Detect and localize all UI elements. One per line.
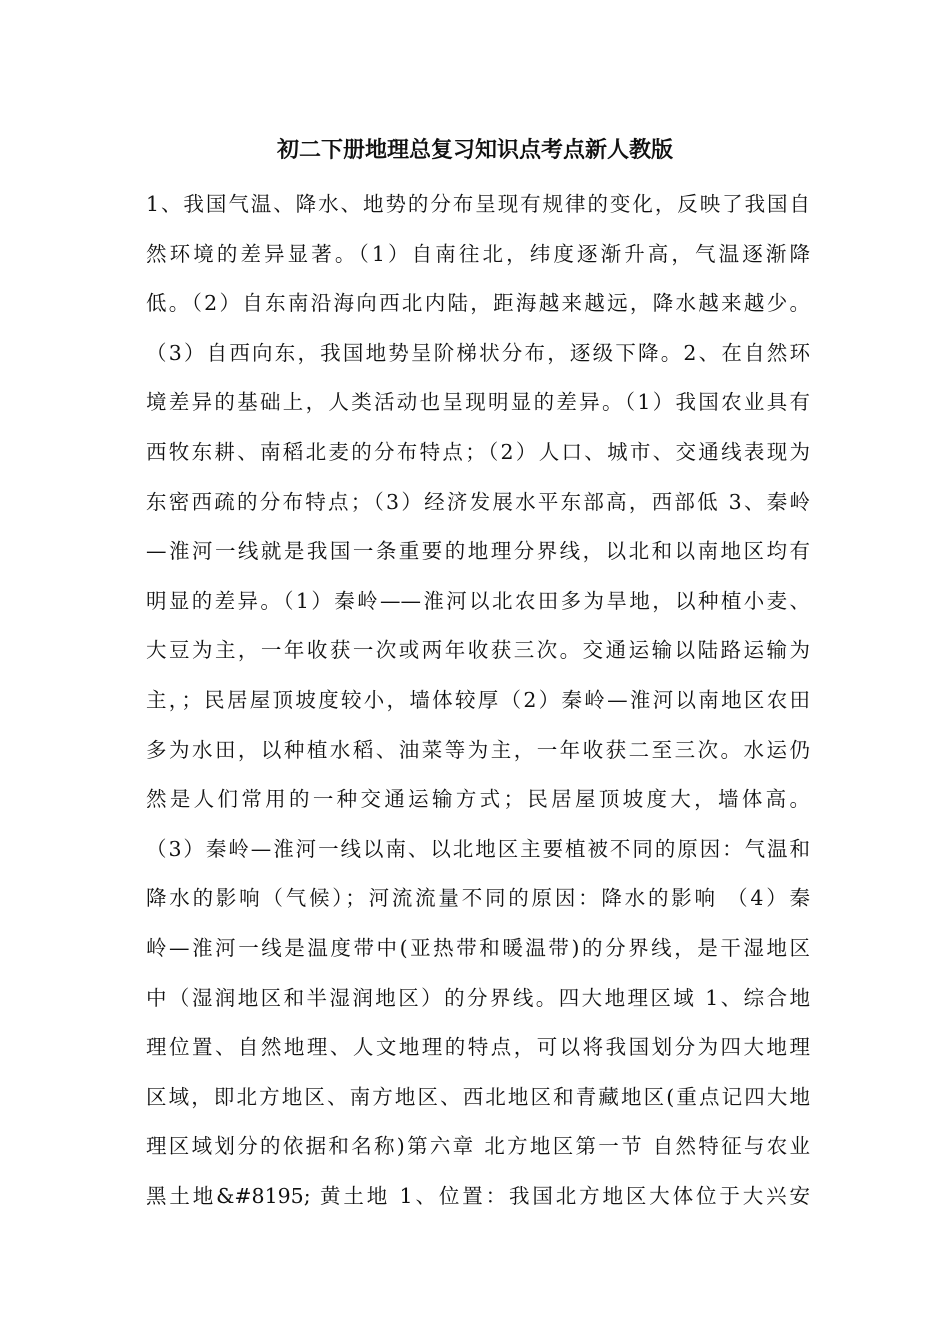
body-line: 然环境的差异显著。（1）自南往北，纬度逐渐升高，气温逐渐降 [146,241,810,266]
body-line: 理位置、自然地理、人文地理的特点，可以将我国划分为四大地理 [146,1035,810,1060]
body-line: —淮河一线就是我国一条重要的地理分界线，以北和以南地区均有 [146,539,810,564]
body-line: 西牧东耕、南稻北麦的分布特点；（2）人口、城市、交通线表现为 [146,439,810,464]
body-line: 主，；民居屋顶坡度较小，墙体较厚（2）秦岭—淮河以南地区农田 [146,687,810,712]
document-body [146,180,810,1221]
body-line: 岭—淮河一线是温度带中(亚热带和暖温带)的分界线，是干湿地区 [146,935,810,960]
body-line: 降水的影响（气候）；河流流量不同的原因：降水的影响 （4）秦 [146,886,810,911]
body-line: 境差异的基础上，人类活动也呈现明显的差异。（1）我国农业具有 [146,390,810,415]
body-line: （3）秦岭—淮河一线以南、以北地区主要植被不同的原因：气温和 [146,836,810,861]
body-line: 然是人们常用的一种交通运输方式；民居屋顶坡度大，墙体高。 [146,787,810,812]
body-line: 低。（2）自东南沿海向西北内陆，距海越来越远，降水越来越少。 [146,291,810,316]
body-line: 多为水田，以种植水稻、油菜等为主，一年收获二至三次。水运仍 [146,737,810,762]
body-line: 大豆为主，一年收获一次或两年收获三次。交通运输以陆路运输为 [146,638,810,663]
body-line: 区域，即北方地区、南方地区、西北地区和青藏地区(重点记四大地 [146,1084,810,1109]
body-line: 东密西疏的分布特点；（3）经济发展水平东部高，西部低 3、秦岭 [146,489,810,514]
body-line: （3）自西向东，我国地势呈阶梯状分布，逐级下降。2、在自然环 [146,340,810,365]
body-line: 明显的差异。（1）秦岭——淮河以北农田多为旱地，以种植小麦、 [146,588,810,613]
body-line: 理区域划分的依据和名称)第六章 北方地区第一节 自然特征与农业 [146,1134,810,1159]
body-line: 1、我国气温、降水、地势的分布呈现有规律的变化，反映了我国自 [146,192,810,216]
body-line: 黑土地&#8195; 黄土地 1、位置：我国北方地区大体位于大兴安 [146,1183,810,1208]
document-title: 初二下册地理总复习知识点考点新人教版 [276,138,673,163]
body-line: 中（湿润地区和半湿润地区）的分界线。四大地理区域 1、综合地 [146,985,810,1010]
